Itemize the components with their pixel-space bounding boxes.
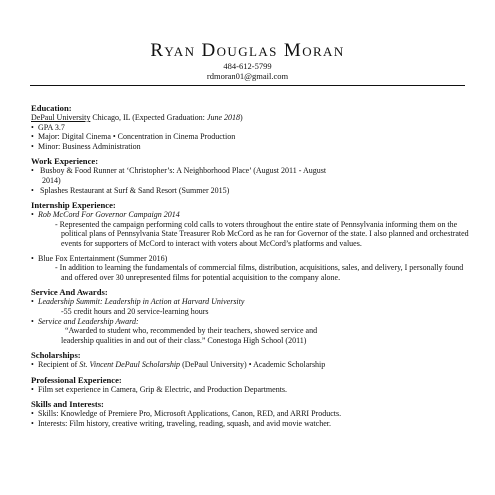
education-major xyxy=(31,132,471,142)
bullet-icon: • xyxy=(31,166,34,176)
service-item-1-title: Leadership Summit: Leadership in Action at Harvard University xyxy=(38,297,245,307)
internship-item-2-title: Blue Fox Entertainment (Summer 2016) xyxy=(38,253,168,263)
service-section xyxy=(31,287,471,345)
service-item-2-description-line-1: “Awarded to student who, recommended by their teachers, showed service and xyxy=(65,326,318,336)
service-item-1 xyxy=(31,297,471,307)
candidate-name: Ryan Douglas Moran xyxy=(150,40,345,61)
scholarship-prefix: Recipient of xyxy=(38,360,80,370)
skills-item xyxy=(31,409,471,419)
work-heading: Work Experience: xyxy=(31,156,99,167)
bullet-icon: • xyxy=(31,419,34,429)
minor-text: Minor: Business Administration xyxy=(38,141,141,151)
scholarships-heading: Scholarships: xyxy=(31,350,81,361)
email-address: rdmoran01@gmail.com xyxy=(206,71,289,81)
professional-heading: Professional Experience: xyxy=(31,374,122,385)
bullet-icon: • xyxy=(31,253,34,263)
scholarships-section xyxy=(31,350,471,370)
bullet-icon: • xyxy=(31,122,34,132)
bullet-icon: • xyxy=(31,210,34,220)
graduation-close: ) xyxy=(240,113,243,122)
education-minor xyxy=(31,142,471,152)
work-item-1-continued: 2014) xyxy=(42,175,61,185)
bullet-icon: • xyxy=(31,141,34,151)
internship-item-1 xyxy=(31,210,471,220)
work-item-2-text: Splashes Restaurant at Surf & Sand Resort (Summer 2015) xyxy=(40,185,230,195)
work-section xyxy=(31,156,471,195)
work-item-1-text: Busboy & Food Runner at ‘Christopher’s: A Neighborhood Place’ (August 2011 - August xyxy=(40,166,327,176)
education-gpa xyxy=(31,123,471,133)
internship-item-2 xyxy=(31,254,471,264)
school-name: DePaul University xyxy=(31,113,91,122)
work-item-1 xyxy=(31,166,471,176)
header-divider xyxy=(30,85,465,86)
skills-item-text: Skills: Knowledge of Premiere Pro, Microsoft Applications, Canon, RED, and ARRI Products. xyxy=(38,409,342,419)
phone-number: 484-612-5799 xyxy=(223,61,272,71)
professional-item-text: Film set experience in Camera, Grip & Electric, and Production Departments. xyxy=(38,384,288,394)
gpa-text: GPA 3.7 xyxy=(38,122,65,132)
internship-item-1-title: Rob McCord For Governor Campaign 2014 xyxy=(38,210,180,220)
internship-heading: Internship Experience: xyxy=(31,200,116,211)
education-section xyxy=(31,103,471,151)
internship-section xyxy=(31,200,471,282)
skills-section xyxy=(31,399,471,428)
skills-heading: Skills and Interests: xyxy=(31,399,104,410)
scholarship-suffix: (DePaul University) • Academic Scholarship xyxy=(180,360,326,370)
service-item-2-description-line-2: leadership qualities in and out of their class.” Conestoga High School (2011) xyxy=(61,335,307,345)
resume-body xyxy=(31,103,471,434)
scholarship-name: St. Vincent DePaul Scholarship xyxy=(79,360,181,370)
service-heading: Service And Awards: xyxy=(31,287,108,298)
bullet-icon: • xyxy=(31,316,34,326)
bullet-icon: • xyxy=(31,132,34,142)
bullet-icon: • xyxy=(31,185,34,195)
education-school-line xyxy=(31,113,471,123)
professional-item xyxy=(31,385,471,395)
bullet-icon: • xyxy=(31,384,34,394)
bullet-icon: • xyxy=(31,297,34,307)
bullet-icon: • xyxy=(31,360,34,370)
scholarship-item xyxy=(31,360,471,370)
internship-item-2-description: - In addition to learning the fundamentals of commercial films, distribution, acquisitions, sales, and delivery, I personally found and offered over 30 unrepresented films for potential acquisition to the company alone. xyxy=(55,263,464,282)
interests-item xyxy=(31,419,471,429)
education-heading: Education: xyxy=(31,103,72,113)
service-item-2-title: Service and Leadership Award: xyxy=(38,316,139,326)
service-item-2 xyxy=(31,317,471,327)
internship-item-1-description: - Represented the campaign performing cold calls to voters throughout the entire state of Pennsylvania informing them on the political plans of Pennsylvania State Treasurer Rob McCord as he ran for Governor of the state. I also planned and orchestrated events for supporters of McCord to interact with voters about McCord’s platforms and values. xyxy=(55,219,469,248)
interests-item-text: Interests: Film history, creative writing, traveling, reading, squash, and avid movie watcher. xyxy=(38,419,331,429)
bullet-icon: • xyxy=(31,409,34,419)
professional-section xyxy=(31,375,471,395)
graduation-date: June 2018 xyxy=(206,113,240,122)
work-item-2 xyxy=(31,186,471,196)
major-text: Major: Digital Cinema • Concentration in Cinema Production xyxy=(38,132,236,142)
service-item-1-description: -55 credit hours and 20 service-learning hours xyxy=(61,306,209,316)
school-location: Chicago, IL (Expected Graduation: xyxy=(90,113,207,122)
